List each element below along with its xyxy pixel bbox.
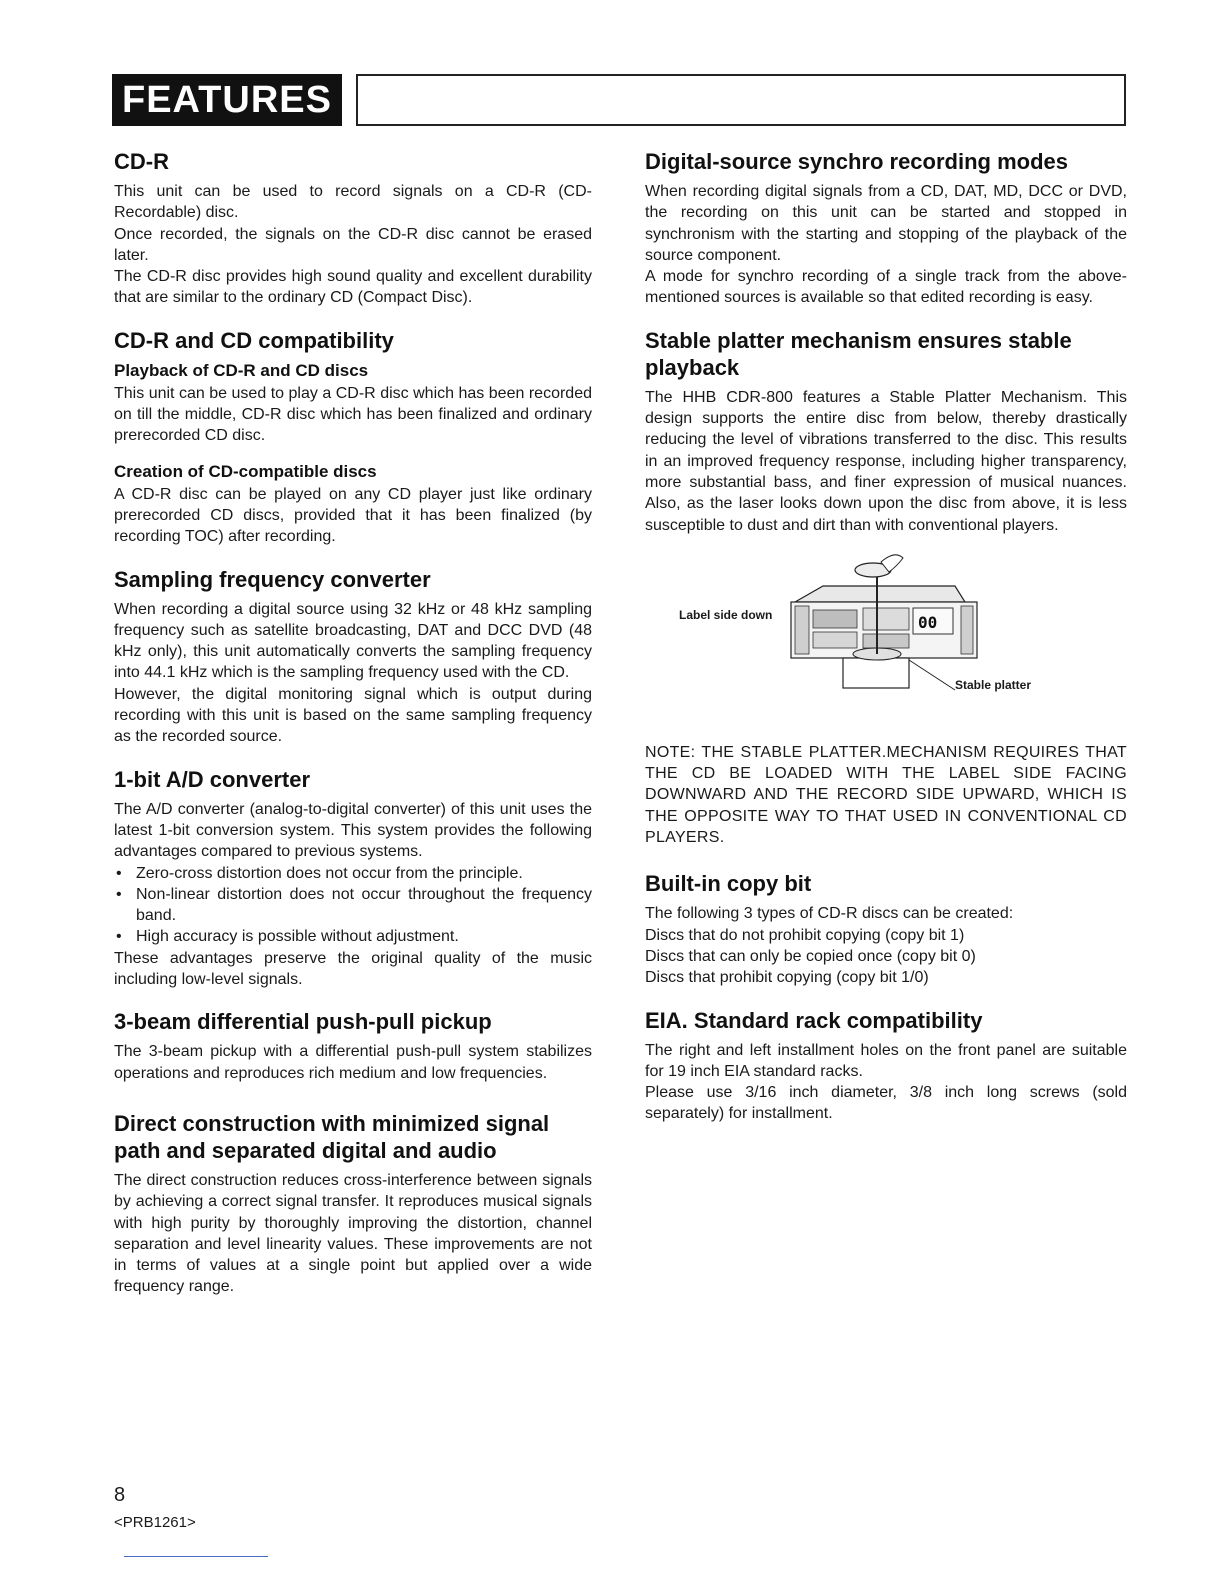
heading-direct: Direct construction with minimized signal path and separated digital and audio xyxy=(114,1110,550,1163)
synchro-paragraph: When recording digital signals from a CD, DAT, MD, DCC or DVD, the recording on this unit can be started and stopped in synchronism with the starting and stopping of the playback of the source component. xyxy=(645,183,1127,264)
button-row xyxy=(813,632,857,648)
platter-diagram xyxy=(645,550,1127,720)
subheading-creation: Creation of CD-compatible discs xyxy=(114,461,377,481)
heading-eia: EIA. Standard rack compatibility xyxy=(645,1007,983,1033)
synchro-paragraph: A mode for synchro recording of a single track from the above-mentioned sources is available so that edited recording is easy. xyxy=(645,268,1127,307)
stable-platter-caption: Stable platter xyxy=(955,677,1032,692)
features-banner xyxy=(112,72,1126,128)
copybit-line: Discs that can only be copied once (copy bit 0) xyxy=(645,947,976,965)
heading-compatibility: CD-R and CD compatibility xyxy=(114,327,394,353)
section-copybit xyxy=(645,870,1127,988)
player-top-panel xyxy=(795,586,965,602)
heading-adc: 1-bit A/D converter xyxy=(114,766,311,792)
pickup-text: The 3-beam pickup with a differential push-pull system stabilizes operations and reproduces rich medium and low frequencies. xyxy=(114,1043,592,1082)
heading-synchro: Digital-source synchro recording modes xyxy=(645,149,1068,174)
heading-copybit: Built-in copy bit xyxy=(645,871,812,897)
section-cdr xyxy=(114,148,592,309)
page-title: FEATURES xyxy=(112,74,342,126)
adc-intro: The A/D converter (analog-to-digital converter) of this unit uses the latest 1-bit conversion system. This system provides the following advantages compared to previous systems. xyxy=(114,800,592,861)
eia-paragraph: Please use 3/16 inch diameter, 3/8 inch long screws (sold separately) for installment. xyxy=(645,1084,1127,1123)
list-item: • High accuracy is possible without adjustment. xyxy=(114,926,592,947)
rack-ear-right xyxy=(961,606,973,654)
platter-tray xyxy=(843,658,909,688)
footer-divider xyxy=(124,1556,268,1557)
platter-leader-line xyxy=(909,660,955,690)
banner-frame xyxy=(356,74,1126,126)
platter-text: The HHB CDR-800 features a Stable Platter Mechanism. This design supports the entire disc from below, thereby drastically reducing the level of vibrations transferred to the disc. This results in an improved frequency response, including higher transparency, more substantial bass, and finer expression of musical nuances. Also, as the laser looks down upon the disc from above, it is less susceptible to dust and dirt than with conventional players. xyxy=(645,388,1127,534)
section-eia xyxy=(645,1007,1127,1125)
eia-paragraph: The right and left installment holes on the front panel are suitable for 19 inch EIA standard racks. xyxy=(645,1041,1127,1080)
copybit-line: Discs that prohibit copying (copy bit 1/0) xyxy=(645,969,929,987)
adc-advantages-list xyxy=(114,863,592,948)
front-panel-grille xyxy=(813,610,857,628)
control-buttons xyxy=(863,634,909,648)
disc-tray-slot xyxy=(863,608,909,630)
list-item: • Zero-cross distortion does not occur from the principle. xyxy=(114,863,592,884)
section-adc xyxy=(114,766,592,991)
document-code: <PRB1261> xyxy=(114,1514,196,1531)
creation-text: A CD-R disc can be played on any CD player just like ordinary prerecorded CD discs, provided that it has been finalized (by recording TOC) after recording. xyxy=(114,485,592,546)
page-number: 8 xyxy=(114,1484,126,1506)
sampling-paragraph: However, the digital monitoring signal which is output during recording with this unit is based on the same sampling frequency as the recorded source. xyxy=(114,685,592,746)
right-column xyxy=(645,148,1127,1143)
list-item: • Non-linear distortion does not occur throughout the frequency band. xyxy=(114,884,592,927)
subheading-playback: Playback of CD-R and CD discs xyxy=(114,360,369,380)
display-readout: 00 xyxy=(918,612,938,632)
section-platter xyxy=(645,327,1127,536)
heading-cdr: CD-R xyxy=(114,149,169,174)
cdr-paragraph: Once recorded, the signals on the CD-R disc cannot be erased later. xyxy=(114,225,592,264)
rack-ear-left xyxy=(795,606,809,654)
mechanism-note: NOTE: THE STABLE PLATTER.MECHANISM REQUIRES THAT THE CD BE LOADED WITH THE LABEL SIDE FACING DOWNWARD AND THE RECORD SIDE UPWARD, WHICH IS THE OPPOSITE WAY TO THAT USED IN CONVENTIONAL CD PLAYERS. xyxy=(645,743,1127,847)
playback-text: This unit can be used to play a CD-R disc which has been recorded on till the middle, CD-R disc which has been finalized and ordinary prerecorded CD disc. xyxy=(114,384,592,445)
sampling-paragraph: When recording a digital source using 32 kHz or 48 kHz sampling frequency such as satellite broadcasting, DAT and DCC DVD (48 kHz only), this unit automatically converts the sampling frequency into 44.1 kHz which is the sampling frequency used with the CD. xyxy=(114,600,592,682)
adc-outro: These advantages preserve the original quality of the music including low-level signals. xyxy=(114,949,592,989)
direct-text: The direct construction reduces cross-interference between signals by achieving a correct signal transfer. It reproduces musical signals with high purity by thoroughly improving the distortion, channel separation and level linearity values. These improvements are not in terms of values at a single point but applied over a wide frequency range. xyxy=(114,1171,592,1296)
subsection-creation xyxy=(114,461,592,548)
copybit-line: Discs that do not prohibit copying (copy bit 1) xyxy=(645,926,965,944)
heading-sampling: Sampling frequency converter xyxy=(114,566,431,592)
copybit-line: The following 3 types of CD-R discs can be created: xyxy=(645,905,1014,923)
heading-platter: Stable platter mechanism ensures stable playback xyxy=(645,327,1072,380)
subsection-playback xyxy=(114,360,592,447)
section-direct xyxy=(114,1110,592,1298)
section-pickup xyxy=(114,1008,592,1084)
left-column xyxy=(114,148,592,1316)
section-sampling xyxy=(114,566,592,748)
heading-pickup: 3-beam differential push-pull pickup xyxy=(114,1009,492,1035)
cdr-paragraph: This unit can be used to record signals on a CD-R (CD-Recordable) disc. xyxy=(114,183,592,222)
section-compatibility xyxy=(114,327,592,548)
section-synchro xyxy=(645,148,1127,309)
cdr-paragraph: The CD-R disc provides high sound quality and excellent durability that are similar to the ordinary CD (Compact Disc). xyxy=(114,268,592,307)
label-side-down-caption: Label side down xyxy=(679,607,773,622)
